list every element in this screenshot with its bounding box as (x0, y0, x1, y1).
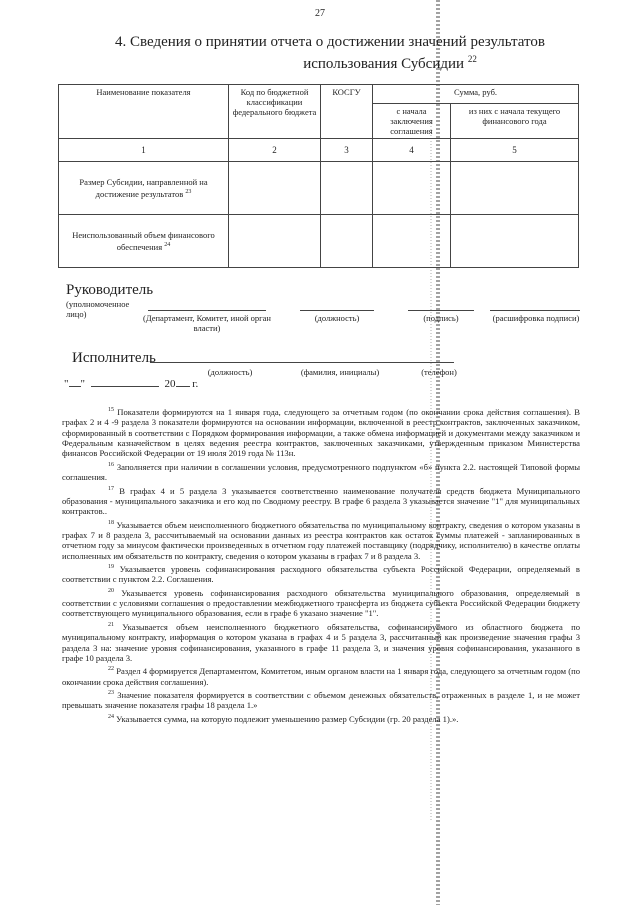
report-table (58, 84, 579, 268)
executor-title: Исполнитель (72, 350, 156, 366)
section-title-line2: использования Субсидии (303, 56, 465, 72)
signature-line-position (300, 310, 374, 311)
footnote-text: Заполняется при наличии в соглашении условия, предусмотренного подпунктом «б» пункта 2.2. настоящей Типовой формы соглашения. (62, 461, 581, 483)
executor-position: (должность) (207, 367, 253, 377)
footnote (62, 562, 580, 585)
value-cell (321, 162, 373, 215)
header-incl-year: из них с начала текущего финансового года (451, 104, 579, 139)
date-year-suffix: г. (192, 378, 199, 390)
footnote (62, 484, 580, 517)
date-quote-open: " (64, 378, 69, 390)
footnotes (62, 405, 580, 725)
date-line (64, 378, 198, 390)
footnote-text: Указывается объем неисполненного бюджетного обязательства по муниципальному контракту, сведения о котором указаны в графах 7 и 8 раздела 3, рассчитываемый на основании данных из реестра контрактов как остаток суммы платежей - запланированных в отчетном году за минусом фактически произведенных в отчетном году платежей поставщику (подрядчику, исполнителю) в качестве оплаты исполненных им обязательств по контракту, сведения о котором указаны в графах 7 и 8 раздела 3. (62, 519, 581, 561)
footnote-number: 15 (108, 407, 114, 413)
signature-line-transcript (490, 310, 580, 311)
footnote (62, 664, 580, 687)
section-title-note: 22 (467, 54, 477, 64)
label-position: (должность) (314, 313, 360, 323)
footnote (62, 688, 580, 711)
footnote-number: 17 (108, 485, 114, 492)
footnote-text: В графах 4 и 5 раздела 3 указывается соответственно наименование получателя средств бюджета Муниципального образования - муниципального заказчика и его код по Сводному реестру. В графе 6 раздела 3 указывается значение "1" для муниципальных контрактов.. (62, 485, 580, 517)
table-header-row (59, 85, 579, 104)
footnote-number: 22 (108, 666, 114, 673)
footnote-number: 24 (108, 713, 114, 720)
footnote-number: 23 (108, 690, 114, 697)
footnote-text: Указывается уровень софинансирования расходного обязательства субъекта Российской Федерации, определяемый в соответствии с пунктом 2.2. Соглашения. (62, 563, 580, 585)
header-indicator: Наименование показателя (59, 85, 229, 139)
executor-name: (фамилия, инициалы) (300, 367, 380, 377)
value-cell (451, 215, 579, 268)
footnote-number: 19 (108, 564, 114, 571)
row-label-cell (59, 215, 229, 268)
footnote-text: Значение показателя формируется в соответствии с объемом денежных обязательств, отраженных в разделе 1, и не может превышать значение показателя графы 18 раздела 1.» (62, 689, 580, 711)
footnote-text: Указывается уровень софинансирования расходного обязательства муниципального образования, определяемый в соответствии с условиями соглашения о предоставлении межбюджетного трансферта из бюджета субъекта Российской Федерации бюджету соответствующего муниципального образования, если в графе 6 указано значение "1". (62, 587, 580, 619)
date-quote-close: " (80, 378, 85, 390)
row-note: 24 (164, 242, 171, 249)
table-row (59, 162, 579, 215)
footnote (62, 620, 580, 663)
row-label: Размер Субсидии, направленной на достижение результатов (79, 177, 208, 199)
row-note: 23 (185, 189, 192, 196)
footnote (62, 712, 580, 724)
value-cell (373, 215, 451, 268)
executor-line (150, 362, 454, 363)
footnote (62, 586, 580, 619)
section-title-line1: 4. Сведения о принятии отчета о достижении значений результатов (115, 34, 545, 50)
col-number: 3 (321, 139, 373, 162)
footnote-number: 16 (108, 461, 114, 468)
footnote-number: 21 (108, 621, 114, 628)
value-cell (373, 162, 451, 215)
value-cell (321, 215, 373, 268)
value-cell (451, 162, 579, 215)
footnote (62, 405, 580, 459)
section-title-line2-wrap (60, 51, 600, 73)
section-title (60, 34, 600, 73)
row-label-cell (59, 162, 229, 215)
row-label: Неиспользованный объем финансового обеспечения (72, 230, 215, 252)
header-from-start: с начала заключения соглашения (373, 104, 451, 139)
footnote-text: Раздел 4 формируется Департаментом, Комитетом, иным органом власти на 1 января года, следующего за отчетным годом (по окончании срока действия соглашения). (62, 666, 580, 687)
footnote-text: Указывается объем неисполненного бюджетного обязательства, софинансируемого из областного бюджета по муниципальному контракту, информация о котором указана в графах 4 и 5 раздела 3, рассчитанный как произведение значения графы 3 раздела 3 на: значение уровня софинансирования, указанного в графе 11 раздела 3, и значения уровня софинансирования, указанного в графе 10 раздела 3. (62, 621, 580, 663)
col-number: 4 (373, 139, 451, 162)
date-year: 20 (164, 378, 176, 390)
footnote-number: 18 (108, 519, 114, 526)
head-title: Руководитель (66, 282, 154, 298)
header-sum: Сумма, руб. (373, 85, 579, 104)
header-kosgu: КОСГУ (321, 85, 373, 139)
footnote-text: Показатели формируются на 1 января года, следующего за отчетным годом (по окончании срока действия соглашения). В графах 2 и 4 -9 раздела 3 показатели формируются на основании информации, включенной в реестр контрактов, заключенных заказчиком, сформированный в соответствии с Порядком формирования информации, а также обмена информацией и документами между заказчиком и Федеральным казначейством в целях ведения реестра контрактов, заключенных заказчиками, утвержденным приказом Министерства финансов Российской Федерации от 19 июля 2019 года № 113н. (62, 406, 580, 459)
label-signature: (подпись) (423, 313, 459, 323)
page-number: 27 (315, 8, 325, 19)
column-numbers-row (59, 139, 579, 162)
executor-phone: (телефон) (421, 367, 457, 377)
header-kbk: Код по бюджетной классификации федерального бюджета (229, 85, 321, 139)
label-department: (Департамент, Комитет, иной орган власти) (143, 313, 271, 333)
signature-line-signature (408, 310, 474, 311)
value-cell (229, 215, 321, 268)
footnote-number: 20 (108, 587, 114, 594)
footnote (62, 460, 580, 483)
footnote (62, 518, 580, 561)
col-number: 1 (59, 139, 229, 162)
label-transcript: (расшифровка подписи) (492, 313, 580, 323)
col-number: 2 (229, 139, 321, 162)
value-cell (229, 162, 321, 215)
label-authorized: (уполномоченное лицо) (66, 299, 130, 319)
footnote-text: Указывается сумма, на которую подлежит уменьшению размер Субсидии (гр. 20 раздела 1).». (116, 713, 459, 724)
signature-line-department (148, 310, 266, 311)
col-number: 5 (451, 139, 579, 162)
table-row (59, 215, 579, 268)
